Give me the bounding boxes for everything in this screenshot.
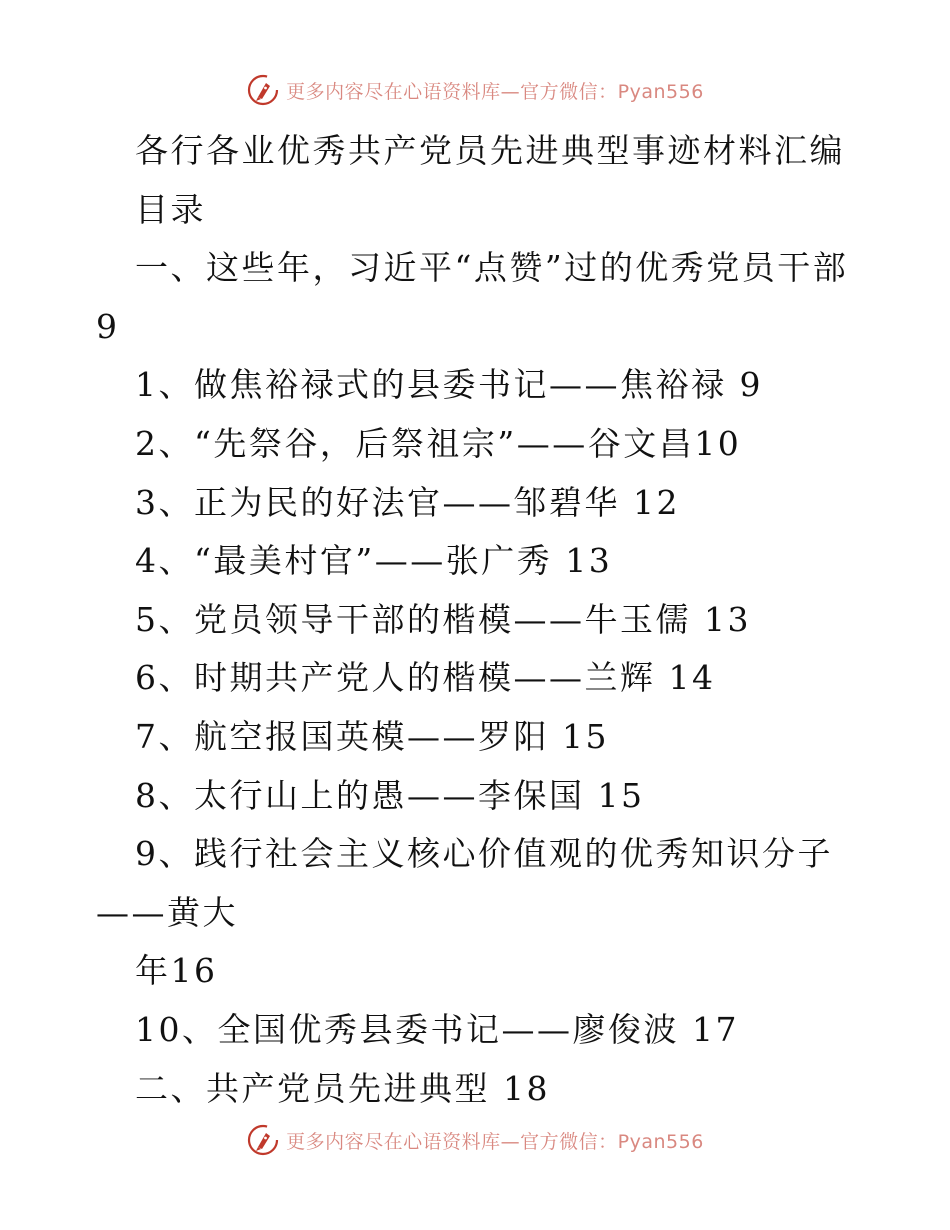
toc-line: 6、时期共产党人的楷模——兰辉 14 bbox=[135, 658, 716, 698]
toc-line: 目录 bbox=[135, 189, 206, 229]
toc-line: 10、全国优秀县委书记——廖俊波 17 bbox=[135, 1009, 739, 1049]
toc-line: 二、共产党员先进典型 18 bbox=[135, 1068, 550, 1108]
toc-line: 一、这些年，习近平“点赞”过的优秀党员干部 bbox=[135, 248, 849, 288]
watermark-text: 更多内容尽在心语资料库—官方微信：Pyan556 bbox=[286, 1130, 704, 1153]
toc-line: 7、航空报国英模——罗阳 15 bbox=[135, 716, 609, 756]
toc-line: 9、践行社会主义核心价值观的优秀知识分子 bbox=[135, 834, 833, 874]
pen-nib-logo-icon bbox=[246, 1123, 280, 1157]
toc-line: 1、做焦裕禄式的县委书记——焦裕禄 9 bbox=[135, 365, 763, 405]
toc-line: 4、“最美村官”——张广秀 13 bbox=[135, 541, 613, 581]
toc-line: 年16 bbox=[135, 951, 218, 991]
toc-line: 5、党员领导干部的楷模——牛玉儒 13 bbox=[135, 599, 751, 639]
toc-line: 各行各业优秀共产党员先进典型事迹材料汇编 bbox=[135, 131, 845, 170]
toc-line: 2、“先祭谷，后祭祖宗”——谷文昌10 bbox=[135, 423, 742, 463]
toc-line: 9 bbox=[96, 306, 120, 346]
document-body bbox=[0, 122, 950, 1118]
toc-line: 8、太行山上的愚——李保国 15 bbox=[135, 775, 645, 815]
toc-line: ——黄大 bbox=[96, 892, 238, 932]
watermark-content bbox=[246, 73, 704, 107]
watermark-header bbox=[0, 70, 950, 110]
watermark-footer bbox=[0, 1120, 950, 1160]
watermark-text: 更多内容尽在心语资料库—官方微信：Pyan556 bbox=[286, 80, 704, 103]
pen-nib-logo-icon bbox=[246, 73, 280, 107]
toc-line: 3、正为民的好法官——邹碧华 12 bbox=[135, 482, 680, 522]
watermark-content bbox=[246, 1123, 704, 1157]
